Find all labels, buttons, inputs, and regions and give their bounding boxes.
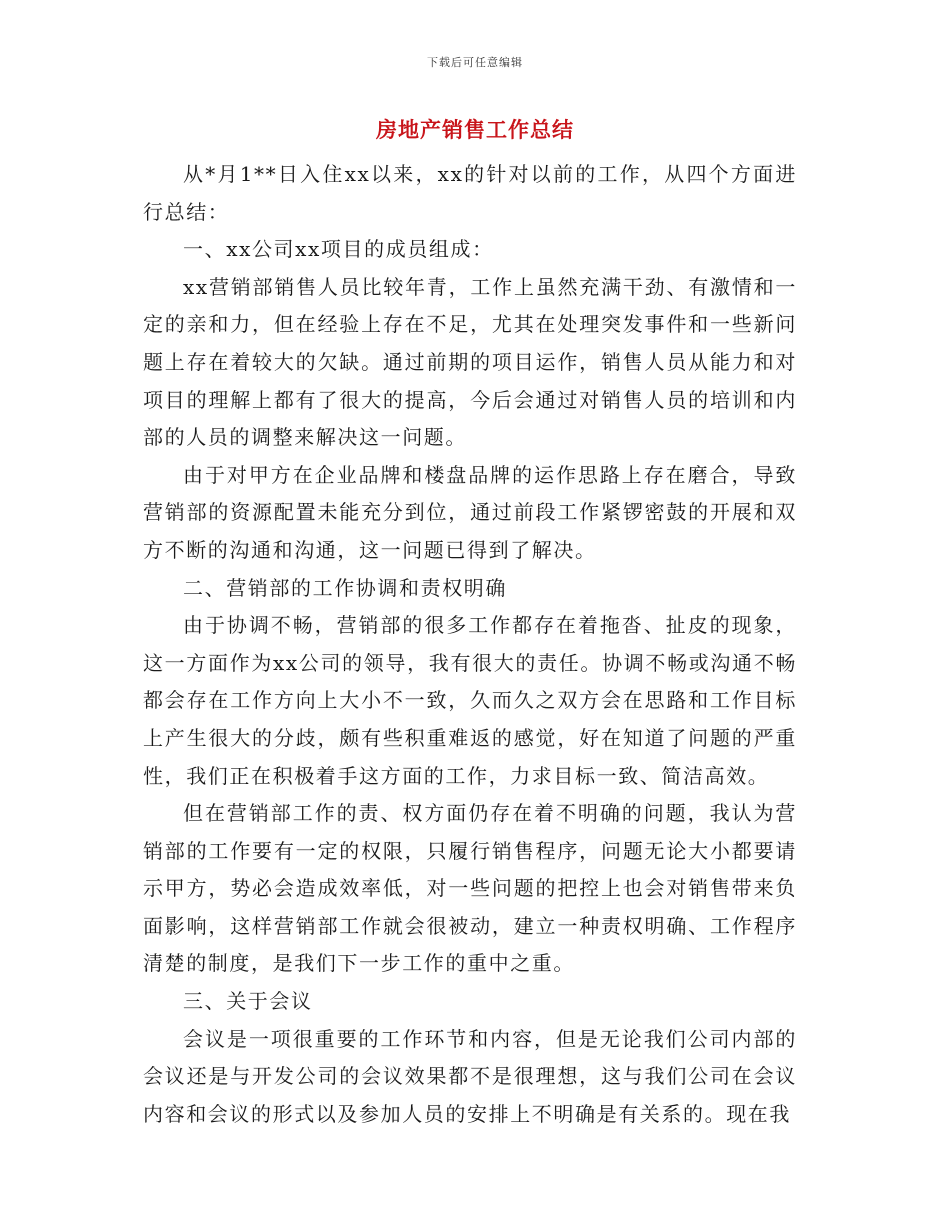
section-heading-3: 三、关于会议 [183, 989, 313, 1014]
body-paragraph: 会议是一项很重要的工作环节和内容，但是无论我们公司内部的会议还是与开发公司的会议效果都不是很理想，这与我们公司在会议内容和会议的形式以及参加人员的安排上不明确是有关系的。现在我 [143, 1026, 797, 1126]
body-paragraph: 但在营销部工作的责、权方面仍存在着不明确的问题，我认为营销部的工作要有一定的权限，只履行销售程序，问题无论大小都要请示甲方，势必会造成效率低，对一些问题的把控上也会对销售带来负面影响，这样营销部工作就会很被动，建立一种责权明确、工作程序清楚的制度，是我们下一步工作的重中之重。 [143, 801, 797, 976]
body-paragraph: 由于对甲方在企业品牌和楼盘品牌的运作思路上存在磨合，导致营销部的资源配置未能充分到位，通过前段工作紧锣密鼓的开展和双方不断的沟通和沟通，这一问题已得到了解决。 [143, 462, 797, 562]
section-heading-2: 二、营销部的工作协调和责权明确 [183, 575, 507, 600]
document-body [143, 156, 797, 1133]
body-paragraph: 由于协调不畅，营销部的很多工作都存在着拖沓、扯皮的现象，这一方面作为xx公司的领导，我有很大的责任。协调不畅或沟通不畅都会存在工作方向上大小不一致，久而久之双方会在思路和工作目标上产生很大的分歧，颇有些积重难返的感觉，好在知道了问题的严重性，我们正在积极着手这方面的工作，力求目标一致、简洁高效。 [143, 613, 797, 788]
document-title: 房地产销售工作总结 [376, 117, 574, 142]
page-header-note: 下载后可任意编辑 [427, 56, 523, 69]
section-heading-1: 一、xx公司xx项目的成员组成： [183, 237, 494, 262]
body-paragraph: xx营销部销售人员比较年青，工作上虽然充满干劲、有激情和一定的亲和力，但在经验上存在不足，尤其在处理突发事件和一些新问题上存在着较大的欠缺。通过前期的项目运作，销售人员从能力和对项目的理解上都有了很大的提高，今后会通过对销售人员的培训和内部的人员的调整来解决这一问题。 [143, 274, 797, 450]
intro-paragraph: 从*月1**日入住xx以来，xx的针对以前的工作，从四个方面进行总结： [143, 162, 797, 224]
